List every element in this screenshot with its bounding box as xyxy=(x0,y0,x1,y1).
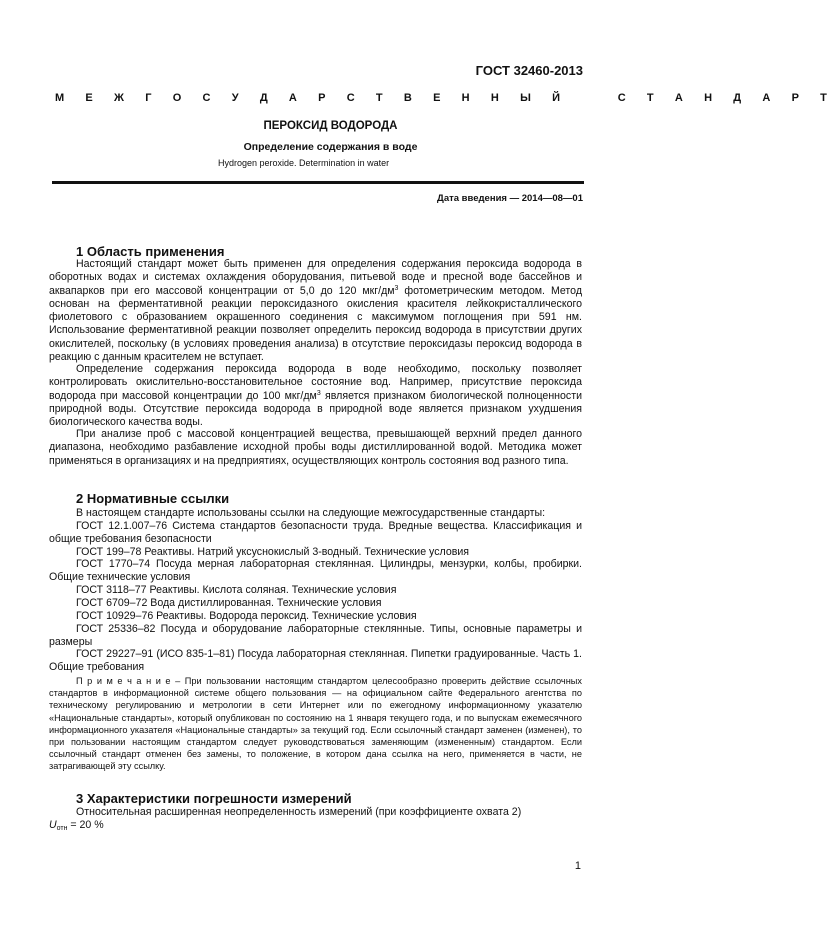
section-1-paragraph-2-text: Определение содержания пероксида водорода в воде необходимо, поскольку позволяет контролировать окислительно-восстановительное состояние вод. Например, присутствие пероксида водорода при массовой концентрации до 100 мкг/дм xyxy=(49,363,582,402)
reference-item: ГОСТ 3118–77 Реактивы. Кислота соляная. Технические условия xyxy=(76,584,397,596)
section-1-heading: 1 Область применения xyxy=(76,244,225,259)
introduction-date: Дата введения — 2014—08—01 xyxy=(437,193,583,204)
interstate-standard-label: М Е Ж Г О С У Д А Р С Т В Е Н Н Ы Й С Т А Н Д А Р Т xyxy=(55,92,836,104)
reference-item: ГОСТ 29227–91 (ИСО 835-1–81) Посуда лабораторная стеклянная. Пипетки градуированные. Часть 1. Общие требования xyxy=(49,648,582,674)
superscript-3: 3 xyxy=(316,389,321,397)
section-3-heading: 3 Характеристики погрешности измерений xyxy=(76,791,352,806)
section-3-text: Относительная расширенная неопределенность измерений (при коэффициенте охвата 2) xyxy=(76,806,522,818)
document-title: ПЕРОКСИД ВОДОРОДА xyxy=(263,120,398,132)
header-rule xyxy=(52,181,584,184)
u-value: = 20 % xyxy=(67,819,104,831)
document-code: ГОСТ 32460-2013 xyxy=(475,63,583,78)
section-1-paragraph-1 xyxy=(49,258,582,364)
section-1-paragraph-2-rest: является признаком биологической полноценности природной воды. Отсутствие пероксида водорода в природной воде является признаком ухудшения биологического качества воды. xyxy=(49,389,582,429)
section-2-heading: 2 Нормативные ссылки xyxy=(76,491,230,506)
reference-item: ГОСТ 25336–82 Посуда и оборудование лабораторные стеклянные. Типы, основные параметры и размеры xyxy=(49,623,582,649)
u-symbol: U xyxy=(49,819,57,831)
reference-item: ГОСТ 1770–74 Посуда мерная лабораторная стеклянная. Цилиндры, мензурки, колбы, пробирки. Общие технические условия xyxy=(49,558,582,584)
u-subscript: отн xyxy=(56,825,68,832)
document-subtitle: Определение содержания в воде xyxy=(243,141,418,153)
reference-item: ГОСТ 199–78 Реактивы. Натрий уксуснокислый 3-водный. Технические условия xyxy=(76,546,470,558)
note-label: П р и м е ч а н и е xyxy=(76,676,171,686)
note-text: – При пользовании настоящим стандартом целесообразно проверить действие ссылочных стандартов в информационной системе общего пользования — на официальном сайте Федерального агентства по техническому регулированию и метрологии в сети Интернет или по ежегодному информационному указателю «Национальные стандарты», который опубликован по состоянию на 1 января текущего года, и по выпускам ежемесячного информационного указателя «Национальные стандарты» за текущий год. Если ссылочный стандарт заменен (изменен), то при пользовании настоящим стандартом следует руководствоваться заменяющим (измененным) стандартом. Если ссылочный стандарт отменен без замены, то положение, в котором дана ссылка на него, применяется в части, не затрагивающей эту ссылку. xyxy=(49,676,582,772)
note-paragraph xyxy=(49,675,582,773)
page-number: 1 xyxy=(574,860,581,872)
section-1-paragraph-1-text: Настоящий стандарт может быть применен для определения содержания пероксида водорода в оборотных водах и системах охлаждения оборудования, питьевой воде и пресной воде бассейнов и аквапарков при его массовой концентрации от 5,0 до 120 мкг/дм xyxy=(49,258,582,297)
reference-item: ГОСТ 12.1.007–76 Система стандартов безопасности труда. Вредные вещества. Классификация и общие требования безопасности xyxy=(49,520,582,546)
section-1-paragraph-3: При анализе проб с массовой концентрацией вещества, превышающей верхний предел данного диапазона, необходимо разбавление исходной пробы воды дистиллированной водой. Методика может применяться в организациях и на предприятиях, осуществляющих контроль состояния вод разного типа. xyxy=(49,428,582,467)
reference-item: ГОСТ 10929–76 Реактивы. Водорода пероксид. Технические условия xyxy=(76,610,417,622)
english-title: Hydrogen peroxide. Determination in water xyxy=(218,158,390,168)
uncertainty-value xyxy=(49,819,582,832)
section-1-paragraph-1-rest: фотометрическим методом. Метод основан на ферментативной реакции пероксидазного окисления красителя лейкокристаллического фиолетового с образованием окрашенного соединения с максимумом поглощения при 591 нм. Использование ферментативной реакции позволяет определить пероксид водорода в присутствии других окислителей, поскольку (в условиях проведения анализа) в отсутствие пероксидазы пероксид водорода в реакцию с данным красителем не вступает. xyxy=(49,284,583,364)
reference-item: ГОСТ 6709–72 Вода дистиллированная. Технические условия xyxy=(76,597,382,609)
section-2-intro: В настоящем стандарте использованы ссылки на следующие межгосударственные стандарты: xyxy=(76,507,546,519)
section-1-paragraph-2 xyxy=(49,363,582,429)
superscript-3: 3 xyxy=(394,284,399,292)
